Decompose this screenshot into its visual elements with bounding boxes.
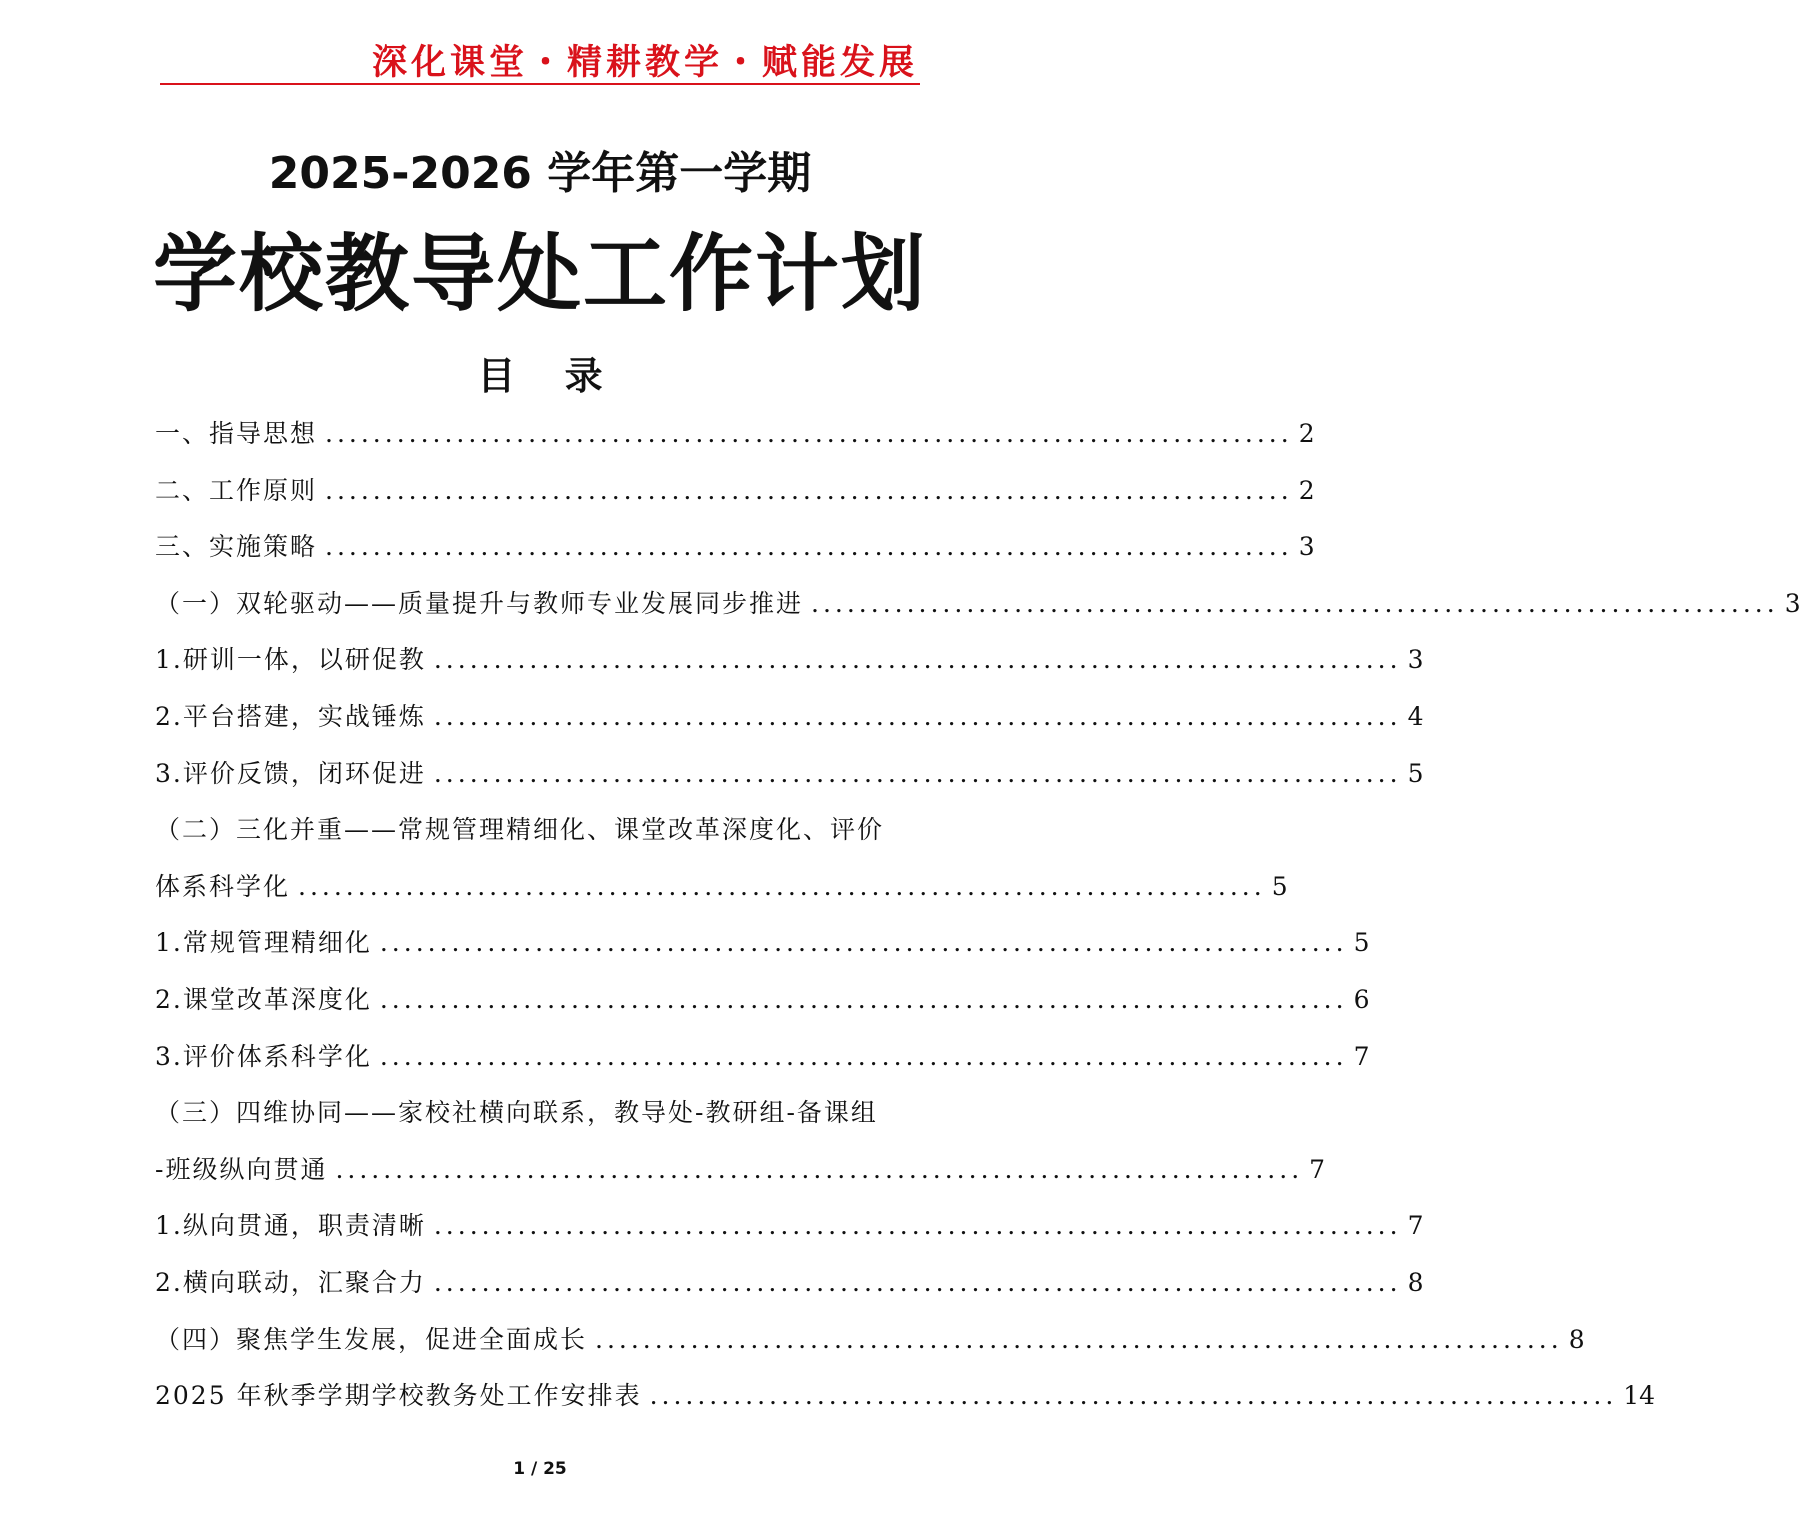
toc-entry-label: -班级纵向贯通 [155, 1154, 328, 1184]
toc-entry-page: 3 [1407, 645, 1424, 675]
toc-leader-dots: ................................................................................. [811, 588, 1779, 618]
toc-leader-dots: ................................................................................. [379, 984, 1348, 1014]
toc-leader-dots: ................................................................................. [335, 1154, 1304, 1184]
toc-entry-page: 14 [1623, 1381, 1656, 1411]
toc-entry-label: 1.常规管理精细化 [155, 928, 372, 958]
toc-entry-page: 5 [1271, 871, 1288, 901]
document-title: 学校教导处工作计划 [152, 225, 927, 323]
toc-entry-label: （一）双轮驱动——质量提升与教师专业发展同步推进 [155, 588, 804, 618]
toc-entry-label: 体系科学化 [155, 871, 291, 901]
toc-leader-dots: ................................................................................. [325, 419, 1293, 448]
toc-entry[interactable] [155, 1142, 1326, 1199]
document-subtitle: 2025-2026 学年第一学期 [268, 148, 812, 199]
toc-entry-page: 2 [1298, 475, 1315, 505]
toc-entry-label-line1[interactable]: （二）三化并重——常规管理精细化、课堂改革深度化、评价 [155, 815, 885, 845]
toc-entry[interactable] [155, 463, 1315, 520]
toc-entry[interactable] [155, 1198, 1424, 1255]
toc-entry-label: 2.横向联动，汇聚合力 [155, 1267, 426, 1297]
toc-entry-label: 2.课堂改革深度化 [155, 984, 372, 1014]
toc-entry[interactable] [155, 915, 1370, 972]
toc-entry-label: 2025 年秋季学期学校教务处工作安排表 [155, 1381, 642, 1411]
toc-entry-label: 1.纵向贯通，职责清晰 [155, 1211, 426, 1241]
page-number: 1 / 25 [513, 1459, 567, 1479]
toc-entry[interactable] [155, 859, 1288, 916]
toc-entry-label: （四）聚焦学生发展，促进全面成长 [155, 1324, 588, 1354]
toc-entry[interactable] [155, 576, 1801, 633]
toc-entry-label: 2.平台搭建，实战锤炼 [155, 701, 426, 731]
table-of-contents [155, 406, 1801, 1425]
toc-leader-dots: ................................................................................. [325, 532, 1293, 562]
toc-entry[interactable] [155, 632, 1424, 689]
toc-leader-dots: ................................................................................. [325, 475, 1293, 505]
toc-leader-dots: ................................................................................. [595, 1324, 1563, 1354]
toc-leader-dots: ................................................................................. [379, 928, 1348, 958]
toc-entry-page: 3 [1298, 532, 1315, 562]
toc-leader-dots: ................................................................................. [433, 758, 1402, 788]
toc-leader-dots: ................................................................................. [298, 871, 1266, 901]
toc-entry-label: 二、工作原则 [155, 475, 318, 505]
toc-entry[interactable] [155, 689, 1424, 746]
toc-entry-page: 4 [1407, 701, 1424, 731]
toc-leader-dots: ................................................................................. [433, 1267, 1402, 1297]
toc-entry[interactable] [155, 1255, 1424, 1312]
toc-entry-label: 三、实施策略 [155, 532, 318, 562]
toc-entry[interactable] [155, 972, 1370, 1029]
toc-entry-label: 3.评价反馈，闭环促进 [155, 758, 426, 788]
header-slogan: 深化课堂・精耕教学・赋能发展 [371, 43, 918, 83]
toc-entry-label: 一、指导思想 [155, 419, 318, 448]
toc-entry-page: 7 [1309, 1154, 1326, 1184]
toc-entry[interactable] [155, 1312, 1585, 1369]
toc-entry-page: 7 [1407, 1211, 1424, 1241]
toc-entry-page: 5 [1407, 758, 1424, 788]
toc-entry-page: 5 [1353, 928, 1370, 958]
toc-entry[interactable] [155, 746, 1424, 803]
toc-entry-page: 8 [1568, 1324, 1585, 1354]
toc-entry[interactable] [155, 406, 1315, 463]
toc-leader-dots: ................................................................................. [433, 1211, 1402, 1241]
toc-entry-page: 8 [1407, 1267, 1424, 1297]
toc-leader-dots: ................................................................................. [433, 645, 1402, 675]
toc-entry-page: 2 [1298, 419, 1315, 448]
toc-entry[interactable] [155, 519, 1315, 576]
header-divider [160, 83, 920, 85]
toc-entry-page: 6 [1353, 984, 1370, 1014]
toc-entry-page: 7 [1353, 1041, 1370, 1071]
toc-entry[interactable] [155, 1368, 1656, 1425]
toc-entry-page: 3 [1784, 588, 1801, 618]
toc-heading: 目 录 [477, 354, 621, 398]
toc-leader-dots: ................................................................................. [649, 1381, 1618, 1411]
toc-entry-label-line1[interactable]: （三）四维协同——家校社横向联系，教导处-教研组-备课组 [155, 1098, 878, 1128]
toc-entry[interactable] [155, 1029, 1370, 1086]
toc-leader-dots: ................................................................................. [379, 1041, 1348, 1071]
toc-entry-label: 3.评价体系科学化 [155, 1041, 372, 1071]
toc-leader-dots: ................................................................................. [433, 701, 1402, 731]
toc-entry-label: 1.研训一体，以研促教 [155, 645, 426, 675]
